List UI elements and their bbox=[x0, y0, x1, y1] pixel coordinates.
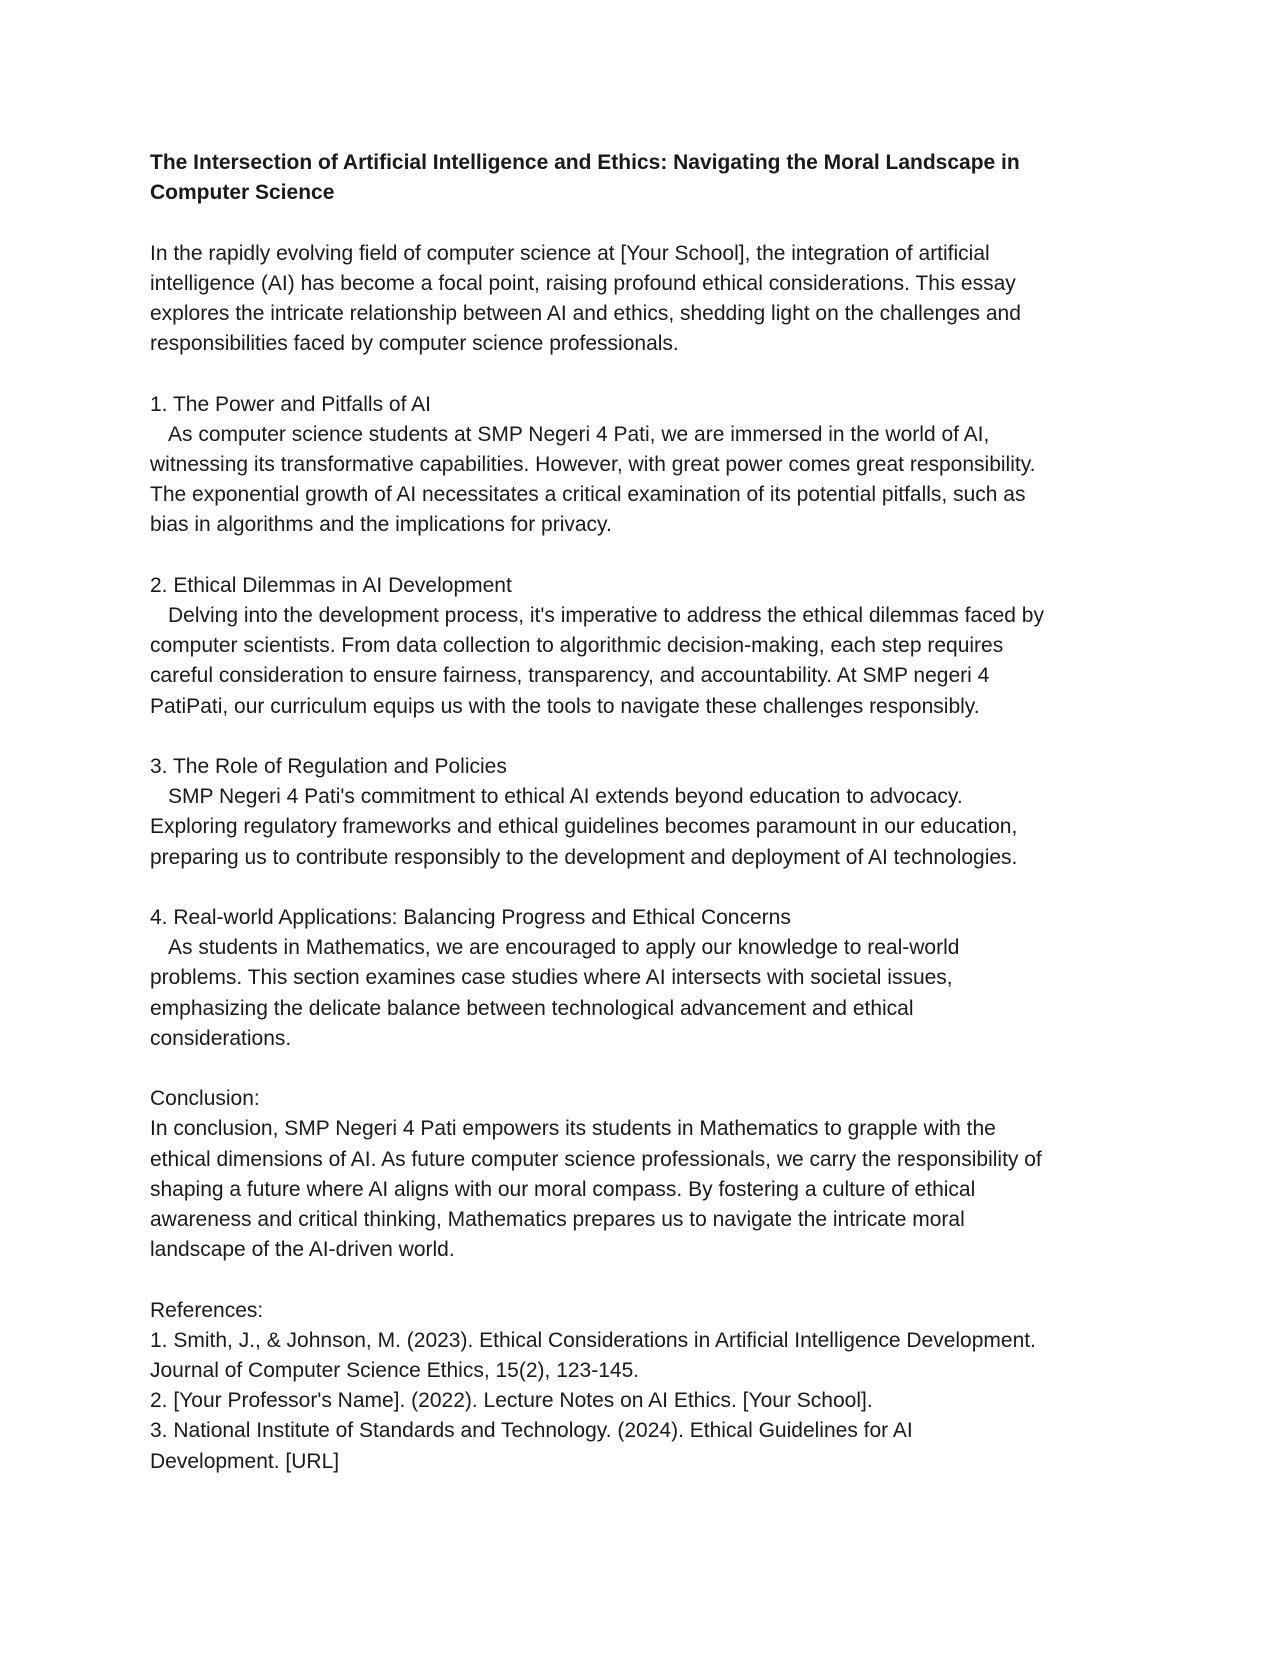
title-line: Computer Science bbox=[150, 181, 335, 205]
text-line: considerations. bbox=[150, 1026, 292, 1050]
text-line: shaping a future where AI aligns with our moral compass. By fostering a culture of ethical bbox=[150, 1177, 976, 1201]
text-line: The exponential growth of AI necessitates a critical examination of its potential pitfalls, such as bbox=[150, 483, 1026, 507]
text-line: awareness and critical thinking, Mathematics prepares us to navigate the intricate moral bbox=[150, 1208, 965, 1232]
text-line: preparing us to contribute responsibly to the development and deployment of AI technologies. bbox=[150, 845, 1018, 869]
conclusion-section bbox=[150, 1084, 1140, 1265]
text-line: careful consideration to ensure fairness, transparency, and accountability. At SMP negeri 4 bbox=[150, 664, 990, 688]
document-page bbox=[150, 148, 1140, 1477]
title-line: The Intersection of Artificial Intelligence and Ethics: Navigating the Moral Landscape in bbox=[150, 151, 1020, 174]
section-heading: 2. Ethical Dilemmas in AI Development bbox=[150, 573, 512, 597]
spacer bbox=[150, 541, 1140, 571]
section-1 bbox=[150, 390, 1140, 541]
section-heading: 4. Real-world Applications: Balancing Progress and Ethical Concerns bbox=[150, 906, 791, 929]
text-line: intelligence (AI) has become a focal point, raising profound ethical considerations. This essay bbox=[150, 271, 1016, 295]
essay-title bbox=[150, 148, 1140, 208]
text-line: witnessing its transformative capabilities. However, with great power comes great responsibility. bbox=[150, 453, 1036, 476]
reference-line: 1. Smith, J., & Johnson, M. (2023). Ethical Considerations in Artificial Intelligence Development. bbox=[150, 1328, 1036, 1352]
spacer bbox=[150, 722, 1140, 752]
section-heading: 1. The Power and Pitfalls of AI bbox=[150, 392, 431, 416]
text-line: explores the intricate relationship between AI and ethics, shedding light on the challenges and bbox=[150, 302, 1021, 325]
text-line bbox=[150, 782, 1140, 812]
reference-line: Development. [URL] bbox=[150, 1449, 340, 1473]
section-4 bbox=[150, 903, 1140, 1054]
spacer bbox=[150, 1054, 1140, 1084]
text-line bbox=[150, 601, 1140, 631]
conclusion-heading: Conclusion: bbox=[150, 1087, 260, 1111]
text-line bbox=[150, 933, 1140, 963]
text-line-content: As computer science students at SMP Negeri 4 Pati, we are immersed in the world of AI, bbox=[168, 422, 990, 446]
text-line: In conclusion, SMP Negeri 4 Pati empowers its students in Mathematics to grapple with the bbox=[150, 1117, 996, 1141]
spacer bbox=[150, 208, 1140, 238]
text-line-content: Delving into the development process, it's imperative to address the ethical dilemmas faced by bbox=[168, 604, 1044, 627]
spacer bbox=[150, 1265, 1140, 1295]
text-line: bias in algorithms and the implications for privacy. bbox=[150, 513, 612, 537]
reference-line: 3. National Institute of Standards and Technology. (2024). Ethical Guidelines for AI bbox=[150, 1419, 913, 1443]
reference-line: Journal of Computer Science Ethics, 15(2), 123-145. bbox=[150, 1359, 640, 1383]
references-section bbox=[150, 1296, 1140, 1477]
text-line: responsibilities faced by computer science professionals. bbox=[150, 332, 679, 356]
section-2 bbox=[150, 571, 1140, 722]
text-line-content: As students in Mathematics, we are encouraged to apply our knowledge to real-world bbox=[168, 936, 960, 960]
text-line: landscape of the AI-driven world. bbox=[150, 1238, 455, 1262]
text-line-content: SMP Negeri 4 Pati's commitment to ethical AI extends beyond education to advocacy. bbox=[168, 785, 963, 809]
text-line: PatiPati, our curriculum equips us with the tools to navigate these challenges responsibly. bbox=[150, 694, 980, 718]
text-line: Exploring regulatory frameworks and ethical guidelines becomes paramount in our education, bbox=[150, 815, 1018, 839]
section-3 bbox=[150, 752, 1140, 873]
intro-paragraph bbox=[150, 239, 1140, 360]
text-line: ethical dimensions of AI. As future computer science professionals, we carry the responsibility of bbox=[150, 1147, 1042, 1171]
spacer bbox=[150, 873, 1140, 903]
reference-line: 2. [Your Professor's Name]. (2022). Lecture Notes on AI Ethics. [Your School]. bbox=[150, 1389, 873, 1413]
text-line: computer scientists. From data collection to algorithmic decision-making, each step requires bbox=[150, 634, 1004, 658]
text-line: problems. This section examines case studies where AI intersects with societal issues, bbox=[150, 966, 953, 990]
section-heading: 3. The Role of Regulation and Policies bbox=[150, 755, 507, 778]
spacer bbox=[150, 359, 1140, 389]
references-heading: References: bbox=[150, 1298, 264, 1322]
text-line: In the rapidly evolving field of computer science at [Your School], the integration of artificial bbox=[150, 241, 990, 265]
text-line bbox=[150, 420, 1140, 450]
text-line: emphasizing the delicate balance between technological advancement and ethical bbox=[150, 996, 914, 1020]
